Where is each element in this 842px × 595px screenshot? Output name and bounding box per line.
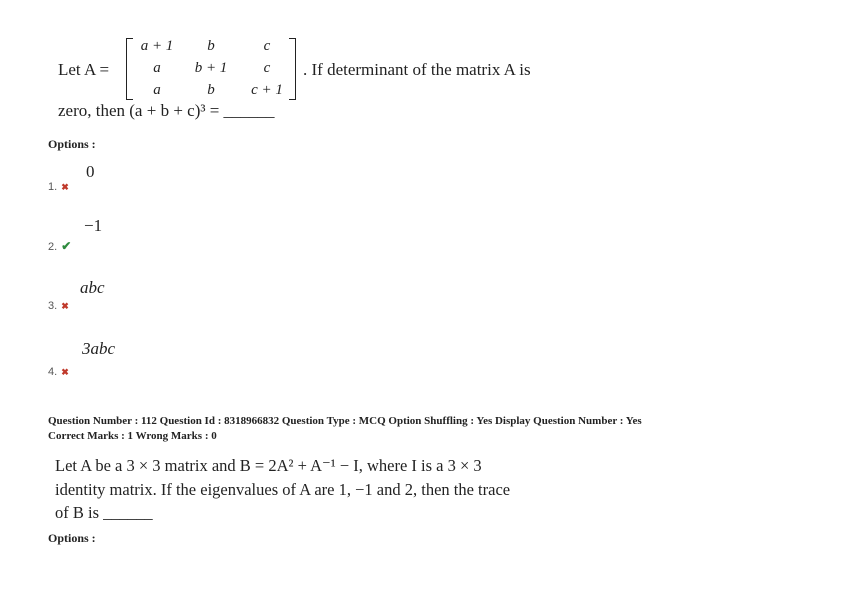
q2-line1: Let A be a 3 × 3 matrix and B = 2A² + A⁻¹ − I, where I is a 3 × 3 <box>55 456 482 475</box>
option-4-number: 4. <box>48 366 58 378</box>
q1-suffix: . If determinant of the matrix A is <box>303 60 531 79</box>
options-label: Options : <box>48 137 96 151</box>
question-meta-line2: Correct Marks : 1 Wrong Marks : 0 <box>48 430 217 442</box>
option-3[interactable] <box>48 296 69 314</box>
matrix-cell-r1c1: a + 1 <box>140 38 174 54</box>
matrix-cell-r3c3: c + 1 <box>251 82 283 98</box>
option-3-value: abc <box>80 278 105 297</box>
matrix-cell-r1c3: c <box>263 38 271 54</box>
matrix-cell-r2c1: a <box>153 60 161 76</box>
option-1[interactable] <box>48 177 69 195</box>
option-1-value: 0 <box>86 162 95 181</box>
option-3-number: 3. <box>48 300 58 312</box>
option-4[interactable] <box>48 362 69 380</box>
q1-line2: zero, then (a + b + c)³ = ______ <box>58 101 275 120</box>
matrix-cell-r3c2: b <box>207 82 215 98</box>
x-icon: ✖ <box>61 182 69 192</box>
matrix-cell-r2c2: b + 1 <box>194 60 228 76</box>
option-2[interactable] <box>48 237 71 255</box>
option-2-number: 2. <box>48 241 58 253</box>
matrix-cell-r2c3: c <box>263 60 271 76</box>
option-4-value: 3abc <box>82 339 116 358</box>
matrix-cell-r1c2: b <box>207 38 215 54</box>
matrix-cell-r3c1: a <box>153 82 161 98</box>
matrix-a <box>126 38 296 100</box>
check-icon: ✔ <box>61 239 72 253</box>
q2-line3: of B is ______ <box>55 503 153 522</box>
options-label-2: Options : <box>48 531 96 545</box>
q1-prefix: Let A = <box>58 60 110 79</box>
option-2-value: −1 <box>84 216 103 235</box>
x-icon: ✖ <box>61 367 69 377</box>
x-icon: ✖ <box>61 301 69 311</box>
option-1-number: 1. <box>48 181 58 193</box>
q2-line2: identity matrix. If the eigenvalues of A are 1, −1 and 2, then the trace <box>55 480 511 499</box>
question-meta-line1: Question Number : 112 Question Id : 8318966832 Question Type : MCQ Option Shuffling : Yes Display Question Number : Yes <box>48 415 642 427</box>
